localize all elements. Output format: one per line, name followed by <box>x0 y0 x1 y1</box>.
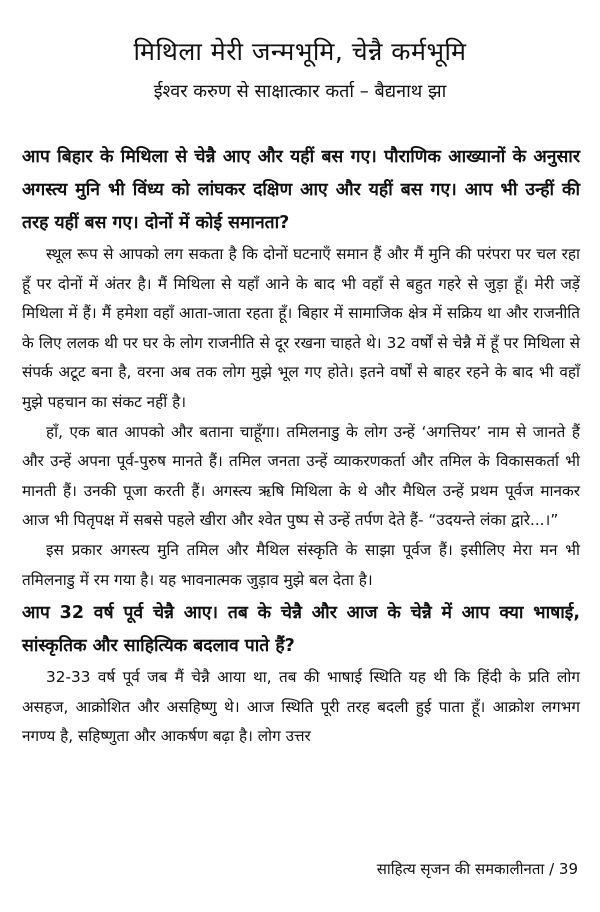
footer-separator: / <box>549 860 555 878</box>
question-1: आप बिहार के मिथिला से चेन्नै आए और यहीं बस गए। पौराणिक आख्यानों के अनुसार अगस्त्य मुनि भी विंध्य को लांघकर दक्षिण आए और यहीं बस गए। आप भी उन्हीं की तरह यहीं बस गए। दोनों में कोई समानता? <box>22 147 580 233</box>
running-title: साहित्य सृजन की समकालीनता <box>376 860 545 878</box>
article-body <box>22 141 580 752</box>
page-footer <box>377 858 578 880</box>
answer-paragraph-4: 32-33 वर्ष पूर्व जब मैं चेन्नै आया था, तब की भाषाई स्थिति यह थी कि हिंदी के प्रति लोग असहज, आक्रोशित और असहिष्णु थे। आज स्थिति पूरी तरह बदली हुई पाता हूँ। आक्रोश लगभग नगण्य है, सहिष्णुता और आकर्षण बढ़ा है। लोग उत्तर <box>22 668 580 746</box>
page-number: 39 <box>558 860 578 878</box>
page-title: मिथिला मेरी जन्मभूमि, चेन्नै कर्मभूमि <box>133 37 467 66</box>
question-2: आप 32 वर्ष पूर्व चेन्नै आए। तब के चेन्नै और आज के चेन्नै में आप क्या भाषाई, सांस्कृतिक और साहित्यिक बदलाव पाते हैं? <box>22 603 580 657</box>
answer-paragraph-3: इस प्रकार अगस्त्य मुनि तमिल और मैथिल संस्कृति के साझा पूर्वज हैं। इसीलिए मेरा मन भी तमिलनाडु में रम गया है। यह भावनात्मक जुड़ाव मुझे बल देता है। <box>22 540 580 589</box>
page-subtitle: ईश्वर करुण से साक्षात्कार कर्ता – बैद्यनाथ झा <box>153 81 447 102</box>
answer-paragraph-2: हाँ, एक बात आपको और बताना चाहूँगा। तमिलनाडु के लोग उन्हें ‘अगत्तियर’ नाम से जानते हैं और उन्हें अपना पूर्व-पुरुष मानते हैं। तमिल जनता उन्हें व्याकरणकर्ता और तमिल के विकासकर्ता भी मानती हैं। उनकी पूजा करती हैं। अगस्त्य ऋषि मिथिला के थे और मैथिल उन्हें प्रथम पूर्वज मानकर आज भी पितृपक्ष में सबसे पहले खीरा और श्वेत पुष्प से उन्हें तर्पण देते हैं- “उदयन्ते लंका द्वारे...।” <box>22 422 580 530</box>
answer-paragraph-1: स्थूल रूप से आपको लग सकता है कि दोनों घटनाएँ समान हैं और मैं मुनि की परंपरा पर चल रहा हूँ पर दोनों में अंतर है। मैं मिथिला से यहाँ आने के बाद भी वहाँ से बहुत गहरे से जुड़ा हूँ। मेरी जड़ें मिथिला में हैं। मैं हमेशा वहाँ आता-जाता रहता हूँ। बिहार में सामाजिक क्षेत्र में सक्रिय था और राजनीति के लिए ललक थी पर घर के लोग राजनीति से दूर रखना चाहते थे। 32 वर्षों से चेन्नै में हूँ पर मिथिला से संपर्क अटूट बना है, वरना अब तक लोग मुझे भूल गए होते। इतने वर्षों से बाहर रहने के बाद भी वहाँ मुझे पहचान का संकट नहीं है। <box>22 245 580 411</box>
